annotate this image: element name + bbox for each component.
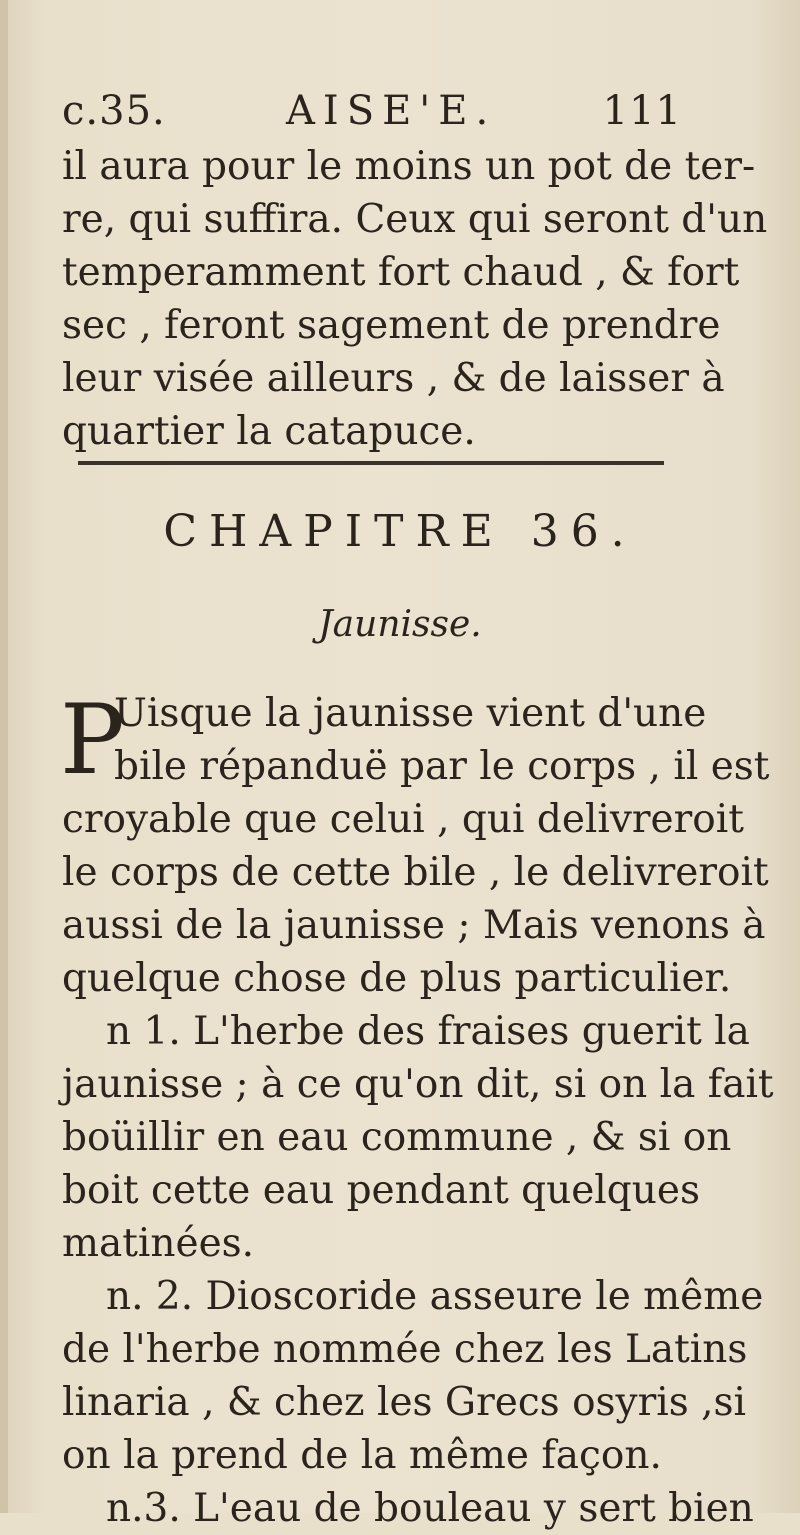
text-line: re, qui suffira. Ceux qui seront d'un <box>62 197 768 242</box>
continuation-paragraph <box>62 140 768 458</box>
text-line: boüillir en eau commune , & si on <box>62 1115 732 1160</box>
text-line: n. 2. Dioscoride asseure le même <box>106 1274 764 1319</box>
page-number: 111 <box>602 88 682 134</box>
text-line: n.3. L'eau de bouleau y sert bien <box>106 1486 754 1531</box>
text-line: matinées. <box>62 1221 255 1266</box>
text-line: croyable que celui , qui delivreroit <box>62 797 744 842</box>
text-line: jaunisse ; à ce qu'on dit, si on la fait <box>62 1062 774 1107</box>
text-line: il aura pour le moins un pot de ter- <box>62 144 756 189</box>
text-line: aussi de la jaunisse ; Mais venons à <box>62 903 766 948</box>
running-head <box>62 88 682 138</box>
chapter-body <box>60 684 774 1535</box>
text-line: n 1. L'herbe des fraises guerit la <box>106 1009 750 1054</box>
chapter-subtitle: Jaunisse. <box>318 604 482 645</box>
text-line: temperamment fort chaud , & fort <box>62 250 740 295</box>
text-line: le corps de cette bile , le delivreroit <box>62 850 769 895</box>
chapter-marker: c.35. <box>62 88 166 134</box>
text-line: boit cette eau pendant quelques <box>62 1168 700 1213</box>
text-line: leur visée ailleurs , & de laisser à <box>62 356 725 401</box>
section-divider <box>78 461 664 465</box>
running-title: AISE'E. <box>286 88 497 134</box>
text-line: bile répanduë par le corps , il est <box>114 744 770 789</box>
text-line: de l'herbe nommée chez les Latins <box>62 1327 748 1372</box>
text-line: quelque chose de plus particulier. <box>62 956 732 1001</box>
text-line: on la prend de la même façon. <box>62 1433 662 1478</box>
text-line: quartier la catapuce. <box>62 409 476 454</box>
text-line: sec , feront sagement de prendre <box>62 303 721 348</box>
drop-cap: P <box>60 684 125 796</box>
page-edge <box>0 0 8 1513</box>
chapter-heading: CHAPITRE 36. <box>163 506 637 557</box>
text-line: Uisque la jaunisse vient d'une <box>114 691 707 736</box>
text-line: linaria , & chez les Grecs osyris ,si <box>62 1380 747 1425</box>
